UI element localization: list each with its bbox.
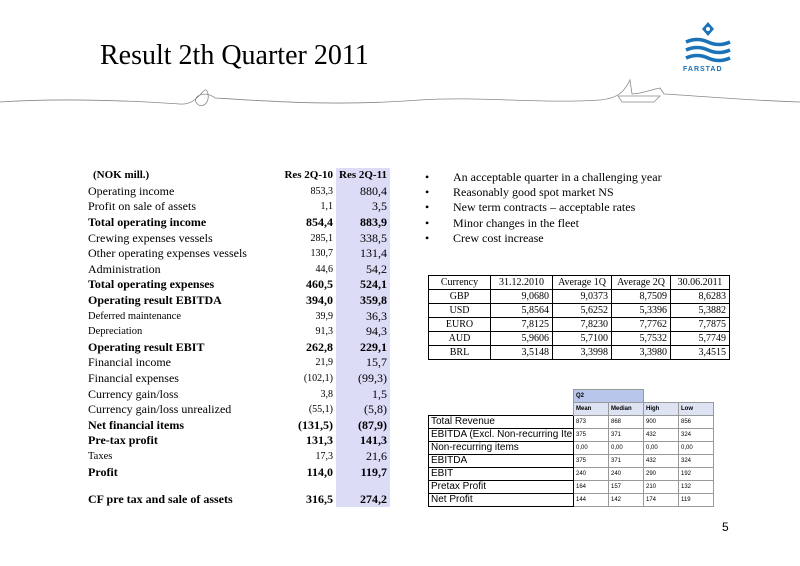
table-row xyxy=(85,464,390,480)
q2-header: Mean xyxy=(574,403,609,416)
currency-header: Average 1Q xyxy=(553,276,612,290)
currency-header: Currency xyxy=(429,276,491,290)
row-label: Total operating expenses xyxy=(88,277,215,292)
table-row xyxy=(85,340,390,356)
row-value-2q11: 338,5 xyxy=(336,230,390,246)
row-value-2q10: 316,5 xyxy=(306,492,334,507)
row-label: Net financial items xyxy=(88,417,184,432)
q2-header: Low xyxy=(679,403,714,416)
row-label: CF pre tax and sale of assets xyxy=(88,492,233,507)
row-value-2q10: (131,5) xyxy=(298,417,334,432)
row-value-2q11: 274,2 xyxy=(336,492,390,508)
table-row: Total Revenue 873 868 900 856 xyxy=(429,416,714,429)
table-row xyxy=(85,246,390,262)
list-item xyxy=(425,200,662,215)
table-row xyxy=(85,449,390,465)
row-value-2q10: 285,1 xyxy=(310,232,334,244)
row-value-2q10: 460,5 xyxy=(306,277,334,292)
row-label: Financial income xyxy=(88,355,171,370)
row-label: Deferred maintenance xyxy=(88,310,181,322)
currency-header: 31.12.2010 xyxy=(491,276,553,290)
row-value-2q11: 119,7 xyxy=(336,464,390,480)
table-row: EURO 7,8125 7,8230 7,7762 7,7875 xyxy=(429,318,730,332)
row-label: Pre-tax profit xyxy=(88,433,158,448)
bullet-text: Crew cost increase xyxy=(453,230,544,245)
q2-header: Median xyxy=(609,403,644,416)
table-row: AUD 5,9606 5,7100 5,7532 5,7749 xyxy=(429,332,730,346)
row-value-2q11: 54,2 xyxy=(336,262,390,278)
row-value-2q11: (5,8) xyxy=(336,402,390,418)
currency-header: 30.06.2011 xyxy=(671,276,730,290)
table-row xyxy=(85,324,390,340)
row-value-2q11: 359,8 xyxy=(336,293,390,309)
page-title: Result 2th Quarter 2011 xyxy=(100,40,369,71)
bullet-text: New term contracts – acceptable rates xyxy=(453,200,636,215)
row-value-2q10: 394,0 xyxy=(306,293,334,308)
row-value-2q11: 883,9 xyxy=(336,215,390,231)
table-row xyxy=(85,386,390,402)
row-label: Taxes xyxy=(88,450,113,462)
analyst-consensus-table xyxy=(428,389,714,507)
q2-header-row xyxy=(429,403,714,416)
list-item xyxy=(425,170,662,185)
row-value-2q10: 17,3 xyxy=(315,450,334,462)
logo-text: FARSTAD xyxy=(683,66,723,73)
table-row xyxy=(85,262,390,278)
q2-header: High xyxy=(644,403,679,416)
bullet-icon: • xyxy=(425,170,430,184)
currency-table xyxy=(428,275,730,360)
table-row: EBIT 240 240 290 192 xyxy=(429,468,714,481)
header-col1: Res 2Q-10 xyxy=(284,169,334,182)
row-value-2q11: 1,5 xyxy=(336,386,390,402)
table-row xyxy=(85,355,390,371)
table-row: EBITDA (Excl. Non-recurring Ite 375 371 432 324 xyxy=(429,429,714,442)
row-value-2q11: 94,3 xyxy=(336,324,390,340)
table-row xyxy=(85,433,390,449)
table-row xyxy=(85,277,390,293)
currency-header-row xyxy=(429,276,730,290)
table-row: Net Profit 144 142 174 119 xyxy=(429,494,714,507)
row-value-2q10: 3,8 xyxy=(320,388,334,400)
row-label: Depreciation xyxy=(88,326,143,338)
table-row: Pretax Profit 164 157 210 132 xyxy=(429,481,714,494)
table-row xyxy=(85,230,390,246)
row-value-2q11: 141,3 xyxy=(336,433,390,449)
bullet-icon: • xyxy=(425,215,430,230)
row-value-2q10: (55,1) xyxy=(308,404,334,416)
table-row xyxy=(85,418,390,434)
header-col2: Res 2Q-11 xyxy=(336,168,390,184)
row-label: Operating result EBIT xyxy=(88,339,205,354)
row-label: Currency gain/loss xyxy=(88,386,179,401)
row-value-2q11: (87,9) xyxy=(336,418,390,434)
row-label: Currency gain/loss unrealized xyxy=(88,402,232,417)
row-label: Operating result EBITDA xyxy=(88,293,222,308)
row-label: Operating income xyxy=(88,183,175,198)
highlights-list xyxy=(425,170,662,246)
row-value-2q10: 262,8 xyxy=(306,339,334,354)
table-row xyxy=(85,215,390,231)
row-label: Administration xyxy=(88,261,161,276)
table-row: USD 5,8564 5,6252 5,3396 5,3882 xyxy=(429,304,730,318)
row-label: Crewing expenses vessels xyxy=(88,230,213,245)
row-label: Financial expenses xyxy=(88,371,179,386)
table-row xyxy=(85,402,390,418)
row-value-2q11: 15,7 xyxy=(336,355,390,371)
bullet-icon: • xyxy=(425,230,430,245)
table-row xyxy=(85,308,390,324)
q2-group-row xyxy=(429,390,714,403)
row-value-2q11: 880,4 xyxy=(336,184,390,200)
table-header-row xyxy=(85,168,390,184)
q2-group-label: Q2 xyxy=(574,390,644,403)
row-value-2q10: 44,6 xyxy=(315,263,334,275)
row-label: Profit on sale of assets xyxy=(88,199,196,214)
table-row xyxy=(85,184,390,200)
bullet-text: Reasonably good spot market NS xyxy=(453,185,614,200)
decorative-wave-line xyxy=(0,60,800,170)
row-value-2q10: 1,1 xyxy=(320,201,334,213)
page-number: 5 xyxy=(722,520,729,534)
table-row: BRL 3,5148 3,3998 3,3980 3,4515 xyxy=(429,346,730,360)
bullet-icon: • xyxy=(425,185,430,200)
bullet-text: An acceptable quarter in a challenging year xyxy=(453,170,662,184)
list-item xyxy=(425,185,662,200)
row-value-2q10: 21,9 xyxy=(315,357,334,369)
row-value-2q11: 36,3 xyxy=(336,308,390,324)
row-value-2q11: 3,5 xyxy=(336,199,390,215)
row-label: Profit xyxy=(88,464,118,479)
row-value-2q10: 853,3 xyxy=(310,185,334,197)
row-value-2q11: 229,1 xyxy=(336,340,390,356)
list-item xyxy=(425,216,662,231)
row-value-2q11: 21,6 xyxy=(336,449,390,465)
row-value-2q10: 114,0 xyxy=(306,464,334,479)
table-row xyxy=(85,371,390,387)
bullet-text: Minor changes in the fleet xyxy=(453,215,579,230)
table-spacer-row xyxy=(85,480,390,492)
row-value-2q10: 131,3 xyxy=(306,433,334,448)
table-row xyxy=(85,492,390,508)
row-value-2q11: 131,4 xyxy=(336,246,390,262)
table-row: EBITDA 375 371 432 324 xyxy=(429,455,714,468)
header-label: (NOK mill.) xyxy=(93,169,150,182)
row-value-2q10: 39,9 xyxy=(315,310,334,322)
bullet-icon: • xyxy=(425,200,430,215)
row-label: Other operating expenses vessels xyxy=(88,246,247,261)
table-row xyxy=(85,293,390,309)
row-value-2q11: (99,3) xyxy=(336,371,390,387)
row-label: Total operating income xyxy=(88,215,207,230)
row-value-2q10: 130,7 xyxy=(310,248,334,260)
row-value-2q10: (102,1) xyxy=(303,373,334,385)
currency-header: Average 2Q xyxy=(612,276,671,290)
row-value-2q10: 854,4 xyxy=(306,215,334,230)
row-value-2q10: 91,3 xyxy=(315,326,334,338)
table-row xyxy=(85,199,390,215)
table-row: Non-recurring items 0,00 0,00 0,00 0,00 xyxy=(429,442,714,455)
table-row: GBP 9,0680 9,0373 8,7509 8,6283 xyxy=(429,290,730,304)
row-value-2q11: 524,1 xyxy=(336,277,390,293)
income-statement-table xyxy=(85,168,390,507)
list-item xyxy=(425,231,662,246)
